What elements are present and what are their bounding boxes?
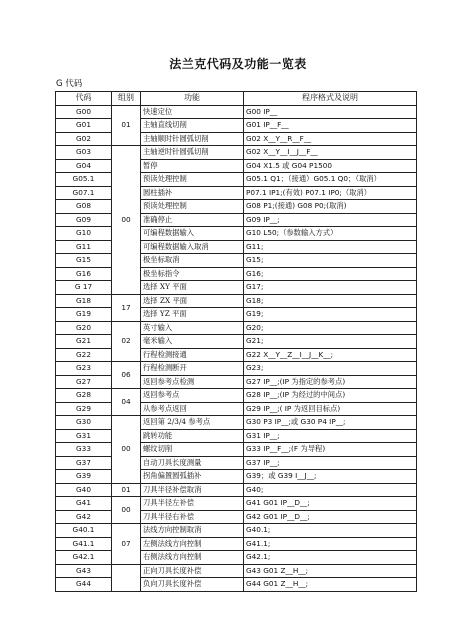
- code-cell: G31: [56, 429, 112, 443]
- function-cell: 返回参考点: [141, 389, 244, 403]
- table-row: [56, 173, 417, 187]
- table-row: [56, 416, 417, 430]
- format-cell: G42.1;: [244, 551, 417, 565]
- table-row: [56, 335, 417, 349]
- format-cell: G31 IP__;: [244, 429, 417, 443]
- function-cell: 从参考点返回: [141, 402, 244, 416]
- table-row: [56, 551, 417, 565]
- format-cell: G30 P3 IP__;或 G30 P4 IP__;: [244, 416, 417, 430]
- table-row: [56, 429, 417, 443]
- function-cell: 右侧法线方向控制: [141, 551, 244, 565]
- group-cell: 01: [112, 105, 141, 146]
- group-cell: 07: [112, 524, 141, 565]
- function-cell: 返回第 2/3/4 参考点: [141, 416, 244, 430]
- format-cell: G02 X__Y__I__J__F__: [244, 146, 417, 160]
- code-cell: G04: [56, 159, 112, 173]
- code-cell: G22: [56, 348, 112, 362]
- code-cell: G42.1: [56, 551, 112, 565]
- table-row: [56, 119, 417, 133]
- code-cell: G08: [56, 200, 112, 214]
- function-cell: 刀具半径补偿取消: [141, 483, 244, 497]
- code-cell: G21: [56, 335, 112, 349]
- format-cell: G41.1;: [244, 537, 417, 551]
- function-cell: 拐角偏置圆弧插补: [141, 470, 244, 484]
- format-cell: G44 G01 Z__H__;: [244, 578, 417, 592]
- format-cell: G27 IP__;(IP 为指定的参考点): [244, 375, 417, 389]
- code-cell: G41.1: [56, 537, 112, 551]
- function-cell: 快速定位: [141, 105, 244, 119]
- code-cell: G33: [56, 443, 112, 457]
- format-cell: G19;: [244, 308, 417, 322]
- format-cell: G16;: [244, 267, 417, 281]
- format-cell: G11;: [244, 240, 417, 254]
- format-cell: G18;: [244, 294, 417, 308]
- format-cell: G21;: [244, 335, 417, 349]
- code-cell: G16: [56, 267, 112, 281]
- format-cell: G02 X__Y__R__F__: [244, 132, 417, 146]
- code-cell: G 17: [56, 281, 112, 295]
- table-row: [56, 483, 417, 497]
- table-row: [56, 159, 417, 173]
- format-cell: G37 IP__;: [244, 456, 417, 470]
- code-cell: G42: [56, 510, 112, 524]
- function-cell: 刀具半径右补偿: [141, 510, 244, 524]
- function-cell: 选择 ZX 平面: [141, 294, 244, 308]
- function-cell: 返回参考点检测: [141, 375, 244, 389]
- group-cell: 04: [112, 389, 141, 416]
- format-cell: G04 X1.5 或 G04 P1500: [244, 159, 417, 173]
- table-row: [56, 200, 417, 214]
- function-cell: 行程检测接通: [141, 348, 244, 362]
- format-cell: G39；或 G39 I__J__;: [244, 470, 417, 484]
- format-cell: G05.1 Q1；（接通）G05.1 Q0；（取消）: [244, 173, 417, 187]
- format-cell: G10 L50;（参数输入方式）: [244, 227, 417, 241]
- table-row: [56, 254, 417, 268]
- format-cell: G01 IP__F__: [244, 119, 417, 133]
- function-cell: 跳转功能: [141, 429, 244, 443]
- group-cell: 01: [112, 483, 141, 497]
- table-row: [56, 389, 417, 403]
- table-header-row: [56, 92, 417, 106]
- code-cell: G30: [56, 416, 112, 430]
- format-cell: G08 P1;(接通) G08 P0;(取消): [244, 200, 417, 214]
- code-cell: G18: [56, 294, 112, 308]
- format-cell: G40.1;: [244, 524, 417, 538]
- format-cell: G40;: [244, 483, 417, 497]
- table-row: [56, 375, 417, 389]
- function-cell: 极坐标指令: [141, 267, 244, 281]
- function-cell: 选择 XY 平面: [141, 281, 244, 295]
- header-function: 功能: [141, 92, 244, 106]
- function-cell: 主轴直线切削: [141, 119, 244, 133]
- table-row: [56, 132, 417, 146]
- function-cell: 圆柱插补: [141, 186, 244, 200]
- code-cell: G00: [56, 105, 112, 119]
- function-cell: 毫米输入: [141, 335, 244, 349]
- function-cell: 英寸输入: [141, 321, 244, 335]
- format-cell: G17;: [244, 281, 417, 295]
- code-cell: G40.1: [56, 524, 112, 538]
- group-cell: 17: [112, 294, 141, 321]
- format-cell: G29 IP__;( IP 为返回目标点): [244, 402, 417, 416]
- code-cell: G44: [56, 578, 112, 592]
- code-cell: G02: [56, 132, 112, 146]
- format-cell: G28 IP__;(IP 为经过的中间点): [244, 389, 417, 403]
- table-row: [56, 186, 417, 200]
- function-cell: 正向刀具长度补偿: [141, 564, 244, 578]
- code-cell: G19: [56, 308, 112, 322]
- function-cell: 刀具半径左补偿: [141, 497, 244, 511]
- table-row: [56, 510, 417, 524]
- table-row: [56, 362, 417, 376]
- code-cell: G43: [56, 564, 112, 578]
- code-cell: G20: [56, 321, 112, 335]
- table-row: [56, 294, 417, 308]
- format-cell: G42 G01 IP__D__;: [244, 510, 417, 524]
- table-row: [56, 105, 417, 119]
- function-cell: 暂停: [141, 159, 244, 173]
- format-cell: G00 IP__: [244, 105, 417, 119]
- code-cell: G27: [56, 375, 112, 389]
- function-cell: 主轴顺时针圆弧切削: [141, 132, 244, 146]
- table-row: [56, 308, 417, 322]
- code-cell: G29: [56, 402, 112, 416]
- code-cell: G23: [56, 362, 112, 376]
- function-cell: 准确停止: [141, 213, 244, 227]
- table-row: [56, 240, 417, 254]
- section-subtitle: G 代码: [56, 79, 83, 89]
- code-cell: G41: [56, 497, 112, 511]
- code-cell: G09: [56, 213, 112, 227]
- function-cell: 选择 YZ 平面: [141, 308, 244, 322]
- code-cell: G39: [56, 470, 112, 484]
- table-row: [56, 281, 417, 295]
- group-cell: 00: [112, 146, 141, 295]
- header-format: 程序格式及说明: [244, 92, 417, 106]
- table-row: [56, 564, 417, 578]
- code-cell: G40: [56, 483, 112, 497]
- code-cell: G01: [56, 119, 112, 133]
- table-row: [56, 470, 417, 484]
- code-cell: G10: [56, 227, 112, 241]
- format-cell: G41 G01 IP__D__;: [244, 497, 417, 511]
- table-row: [56, 537, 417, 551]
- group-cell: 00: [112, 416, 141, 484]
- format-cell: G22 X__Y__Z__I__J__K__;: [244, 348, 417, 362]
- function-cell: 可编程数据输入: [141, 227, 244, 241]
- function-cell: 自动刀具长度测量: [141, 456, 244, 470]
- header-code: 代码: [56, 92, 112, 106]
- table-row: [56, 267, 417, 281]
- function-cell: 主轴逆时针圆弧切削: [141, 146, 244, 160]
- function-cell: 左侧法线方向控制: [141, 537, 244, 551]
- group-cell: 06: [112, 362, 141, 389]
- table-row: [56, 321, 417, 335]
- function-cell: 预读处理控制: [141, 173, 244, 187]
- g-code-table: [55, 91, 417, 592]
- format-cell: G43 G01 Z__H__;: [244, 564, 417, 578]
- table-row: [56, 227, 417, 241]
- group-cell: 02: [112, 321, 141, 362]
- code-cell: G05.1: [56, 173, 112, 187]
- header-group: 组别: [112, 92, 141, 106]
- table-row: [56, 456, 417, 470]
- table-row: [56, 443, 417, 457]
- table-body: [56, 105, 417, 591]
- group-cell: [112, 564, 141, 591]
- table-row: [56, 402, 417, 416]
- code-cell: G11: [56, 240, 112, 254]
- format-cell: G20;: [244, 321, 417, 335]
- function-cell: 极坐标取消: [141, 254, 244, 268]
- page-title: 法兰克代码及功能一览表: [169, 57, 307, 71]
- function-cell: 行程检测断开: [141, 362, 244, 376]
- table-row: [56, 497, 417, 511]
- function-cell: 螺纹切削: [141, 443, 244, 457]
- format-cell: G15;: [244, 254, 417, 268]
- function-cell: 法线方向控制取消: [141, 524, 244, 538]
- code-cell: G37: [56, 456, 112, 470]
- table-row: [56, 213, 417, 227]
- function-cell: 预读处理控制: [141, 200, 244, 214]
- code-cell: G03: [56, 146, 112, 160]
- table-row: [56, 578, 417, 592]
- function-cell: 负向刀具长度补偿: [141, 578, 244, 592]
- code-cell: G07.1: [56, 186, 112, 200]
- format-cell: G09 IP__;: [244, 213, 417, 227]
- table-row: [56, 348, 417, 362]
- code-cell: G15: [56, 254, 112, 268]
- format-cell: P07.1 IP1;(有效) P07.1 IP0;（取消）: [244, 186, 417, 200]
- format-cell: G23;: [244, 362, 417, 376]
- table-row: [56, 524, 417, 538]
- code-cell: G28: [56, 389, 112, 403]
- group-cell: 00: [112, 497, 141, 524]
- function-cell: 可编程数据输入取消: [141, 240, 244, 254]
- format-cell: G33 IP__F__;(F 为导程): [244, 443, 417, 457]
- table-row: [56, 146, 417, 160]
